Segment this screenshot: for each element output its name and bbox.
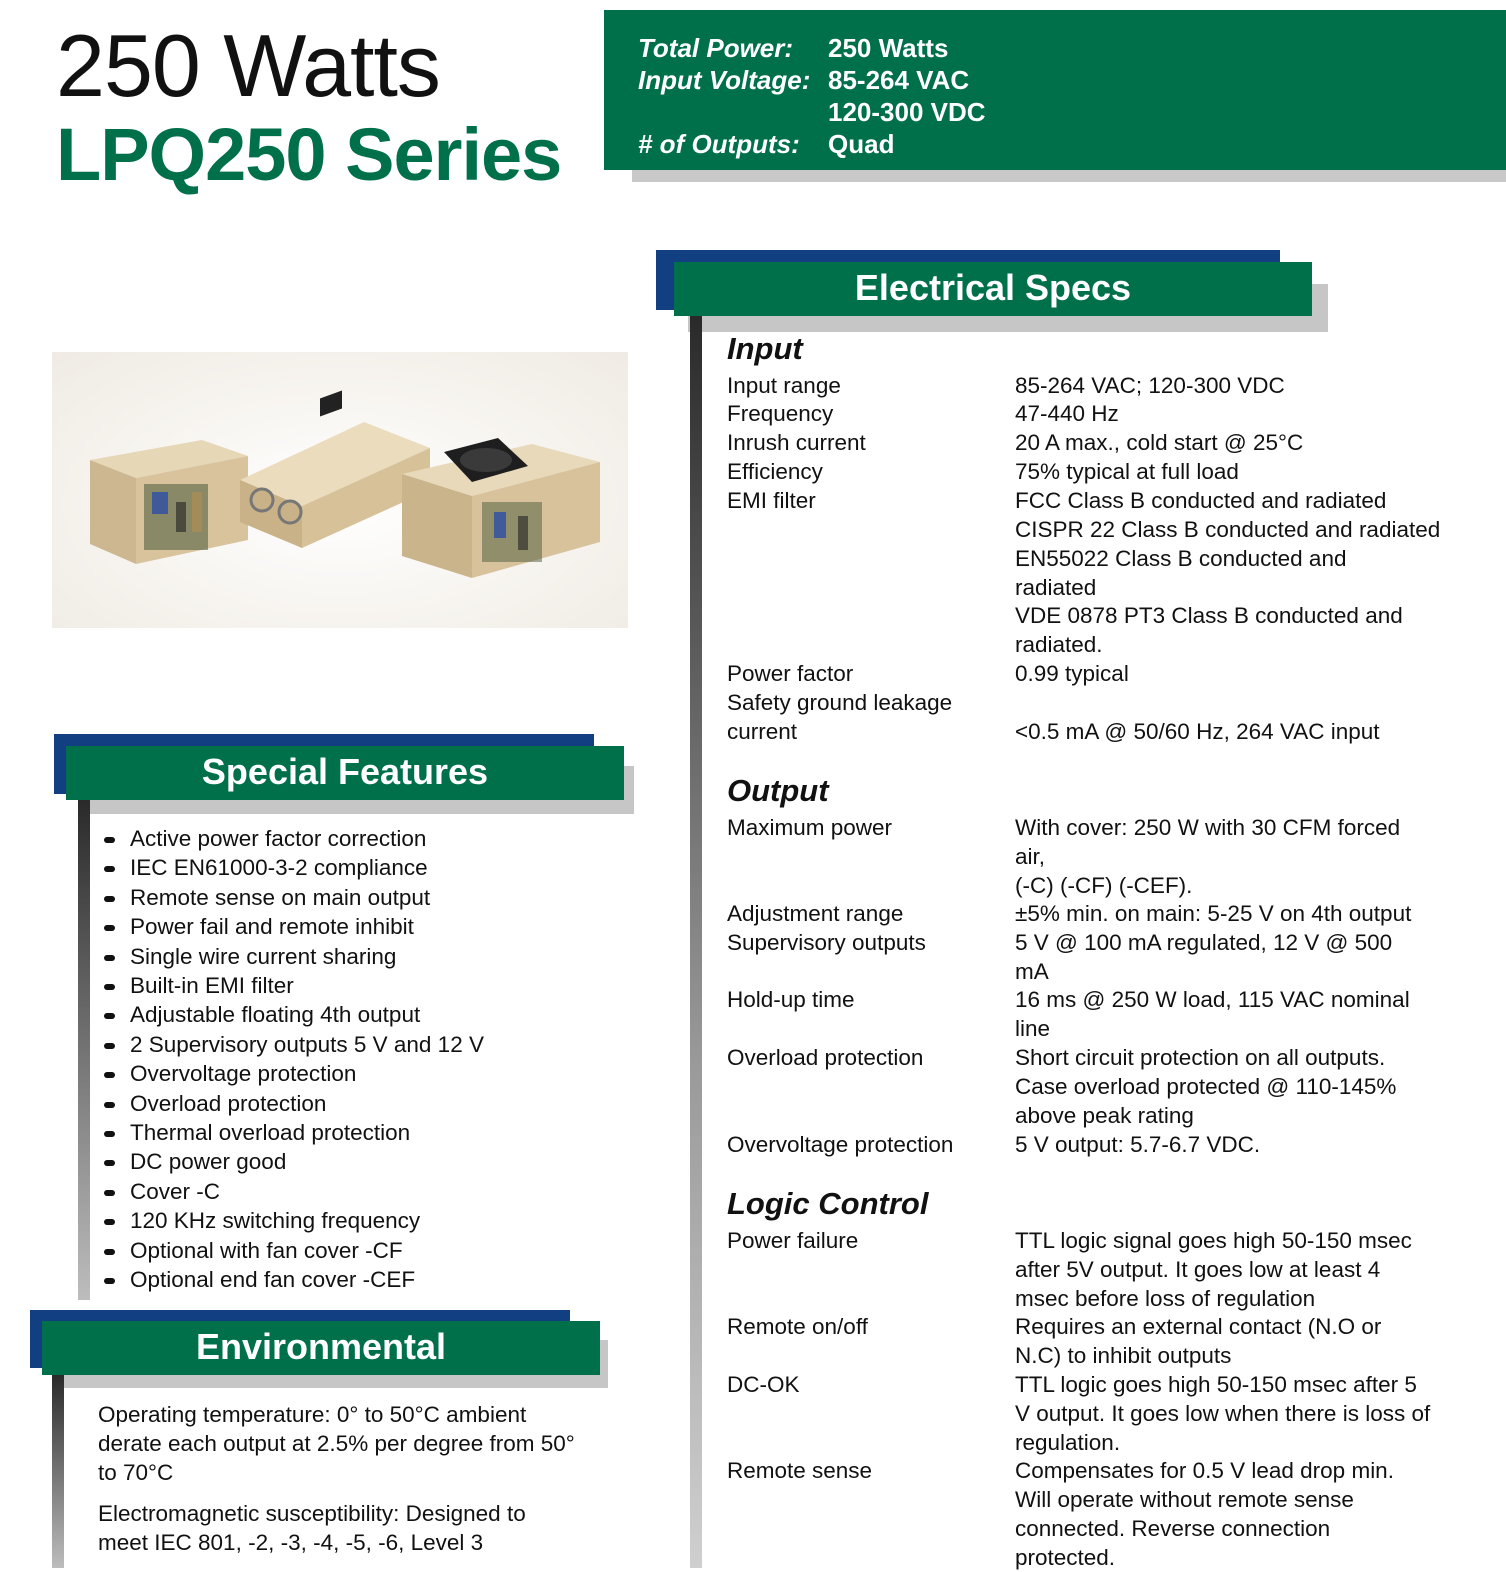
spec-value: TTL logic signal goes high 50-150 msec after 5V output. It goes low at least 4 msec before loss of regulation [1015, 1228, 1412, 1311]
spec-value: 0.99 typical [1015, 661, 1129, 686]
environmental-sidebar-bar [52, 1375, 64, 1568]
spec-value: 5 V output: 5.7-6.7 VDC. [1015, 1132, 1261, 1157]
feature-item: Active power factor correction [130, 826, 427, 851]
spec-label: Maximum power [727, 815, 893, 840]
electrical-heading: Electrical Specs [674, 262, 1312, 316]
environmental-operating-temp: Operating temperature: 0° to 50°C ambient derate each output at 2.5% per degree from 50° to 70°C [98, 1402, 575, 1485]
spec-label: EMI filter [727, 488, 816, 513]
feature-item: Optional end fan cover -CEF [130, 1267, 416, 1292]
spec-value: 75% typical at full load [1015, 459, 1239, 484]
summary-value: 120-300 VDC [828, 97, 986, 127]
summary-row-outputs [638, 128, 895, 160]
spec-value: CISPR 22 Class B conducted and radiated [1015, 517, 1441, 542]
bullet-icon [104, 1102, 115, 1108]
spec-value: Short circuit protection on all outputs. Case overload protected @ 110-145% above peak rating [1015, 1045, 1397, 1128]
spec-value: VDE 0878 PT3 Class B conducted and radiated. [1015, 603, 1403, 657]
spec-value: Requires an external contact (N.O or N.C) to inhibit outputs [1015, 1314, 1382, 1368]
spec-value: With cover: 250 W with 30 CFM forced air, [1015, 815, 1401, 869]
spec-label: Input range [727, 373, 841, 398]
feature-item: 2 Supervisory outputs 5 V and 12 V [130, 1032, 484, 1057]
feature-item: Remote sense on main output [130, 885, 431, 910]
power-supply-illustration [52, 352, 628, 628]
feature-item: Adjustable floating 4th output [130, 1002, 421, 1027]
feature-item: Overload protection [130, 1091, 327, 1116]
feature-item: DC power good [130, 1149, 287, 1174]
output-section-title: Output [727, 773, 829, 808]
feature-item: Optional with fan cover -CF [130, 1238, 403, 1263]
environmental-heading: Environmental [42, 1321, 600, 1375]
bullet-icon [104, 984, 115, 990]
spec-value: 5 V @ 100 mA regulated, 12 V @ 500 mA [1015, 930, 1393, 984]
spec-value: FCC Class B conducted and radiated [1015, 488, 1387, 513]
spec-label: Frequency [727, 401, 834, 426]
bullet-icon [104, 1160, 115, 1166]
bullet-icon [104, 837, 115, 843]
features-sidebar-bar [78, 800, 90, 1300]
spec-label: Overload protection [727, 1045, 924, 1070]
bullet-icon [104, 1043, 115, 1049]
spec-value: ±5% min. on main: 5-25 V on 4th output [1015, 901, 1412, 926]
bullet-icon [104, 925, 115, 931]
product-photo [52, 352, 628, 628]
bullet-icon [104, 955, 115, 961]
spec-label: Power failure [727, 1228, 859, 1253]
spec-value: TTL logic goes high 50-150 msec after 5 V output. It goes low when there is loss of regulation. [1015, 1372, 1431, 1455]
spec-value: 20 A max., cold start @ 25°C [1015, 430, 1304, 455]
summary-value: 250 Watts [828, 33, 949, 63]
spec-value: 47-440 Hz [1015, 401, 1119, 426]
summary-value: 85-264 VAC [828, 65, 970, 95]
bullet-icon [104, 1072, 115, 1078]
logic-control-section-title: Logic Control [727, 1186, 929, 1221]
spec-label: Power factor [727, 661, 854, 686]
bullet-icon [104, 1190, 115, 1196]
feature-item: Overvoltage protection [130, 1061, 357, 1086]
features-heading: Special Features [66, 746, 624, 800]
summary-row-input-voltage [638, 64, 970, 96]
feature-item: 120 KHz switching frequency [130, 1208, 421, 1233]
feature-item: Power fail and remote inhibit [130, 914, 414, 939]
bullet-icon [104, 1013, 115, 1019]
bullet-icon [104, 1249, 115, 1255]
spec-label: Adjustment range [727, 901, 904, 926]
summary-box [604, 10, 1506, 170]
bullet-icon [104, 1278, 115, 1284]
spec-label: Remote sense [727, 1458, 873, 1483]
summary-label: Total Power: [638, 33, 794, 63]
feature-item: Built-in EMI filter [130, 973, 294, 998]
environmental-em-susceptibility: Electromagnetic susceptibility: Designed to meet IEC 801, -2, -3, -4, -5, -6, Level 3 [98, 1501, 526, 1555]
summary-label: Input Voltage: [638, 65, 811, 95]
feature-item: Cover -C [130, 1179, 221, 1204]
power-supply-unit-right [402, 438, 600, 578]
spec-label: DC-OK [727, 1372, 800, 1397]
input-section-title: Input [727, 331, 803, 366]
bullet-icon [104, 1131, 115, 1137]
power-supply-unit-left [90, 440, 248, 564]
feature-item: Thermal overload protection [130, 1120, 411, 1145]
spec-value: (-C) (-CF) (-CEF). [1015, 873, 1193, 898]
feature-item: IEC EN61000-3-2 compliance [130, 855, 428, 880]
summary-row-total-power [638, 32, 949, 64]
spec-value: 16 ms @ 250 W load, 115 VAC nominal line [1015, 987, 1410, 1041]
spec-label: Supervisory outputs [727, 930, 926, 955]
spec-label: Efficiency [727, 459, 823, 484]
spec-value: EN55022 Class B conducted and radiated [1015, 546, 1347, 600]
summary-label: # of Outputs: [638, 129, 800, 159]
spec-label: Inrush current [727, 430, 866, 455]
bullet-icon [104, 1219, 115, 1225]
summary-row-input-voltage-dc [638, 96, 986, 128]
page-title: 250 Watts [56, 16, 440, 115]
bullet-icon [104, 866, 115, 872]
spec-label: Hold-up time [727, 987, 855, 1012]
spec-value: Compensates for 0.5 V lead drop min. Will operate without remote sense connected. Reverse connection protected. [1015, 1458, 1394, 1570]
electrical-sidebar-bar [690, 316, 702, 1568]
power-supply-unit-middle [240, 390, 430, 548]
spec-label: Remote on/off [727, 1314, 868, 1339]
bullet-icon [104, 896, 115, 902]
summary-value: Quad [828, 129, 895, 159]
feature-item: Single wire current sharing [130, 944, 397, 969]
spec-label: Safety ground leakage current [727, 690, 953, 744]
spec-value: <0.5 mA @ 50/60 Hz, 264 VAC input [1015, 719, 1380, 744]
spec-label: Overvoltage protection [727, 1132, 954, 1157]
spec-value: 85-264 VAC; 120-300 VDC [1015, 373, 1285, 398]
series-title: LPQ250 Series [56, 113, 562, 196]
